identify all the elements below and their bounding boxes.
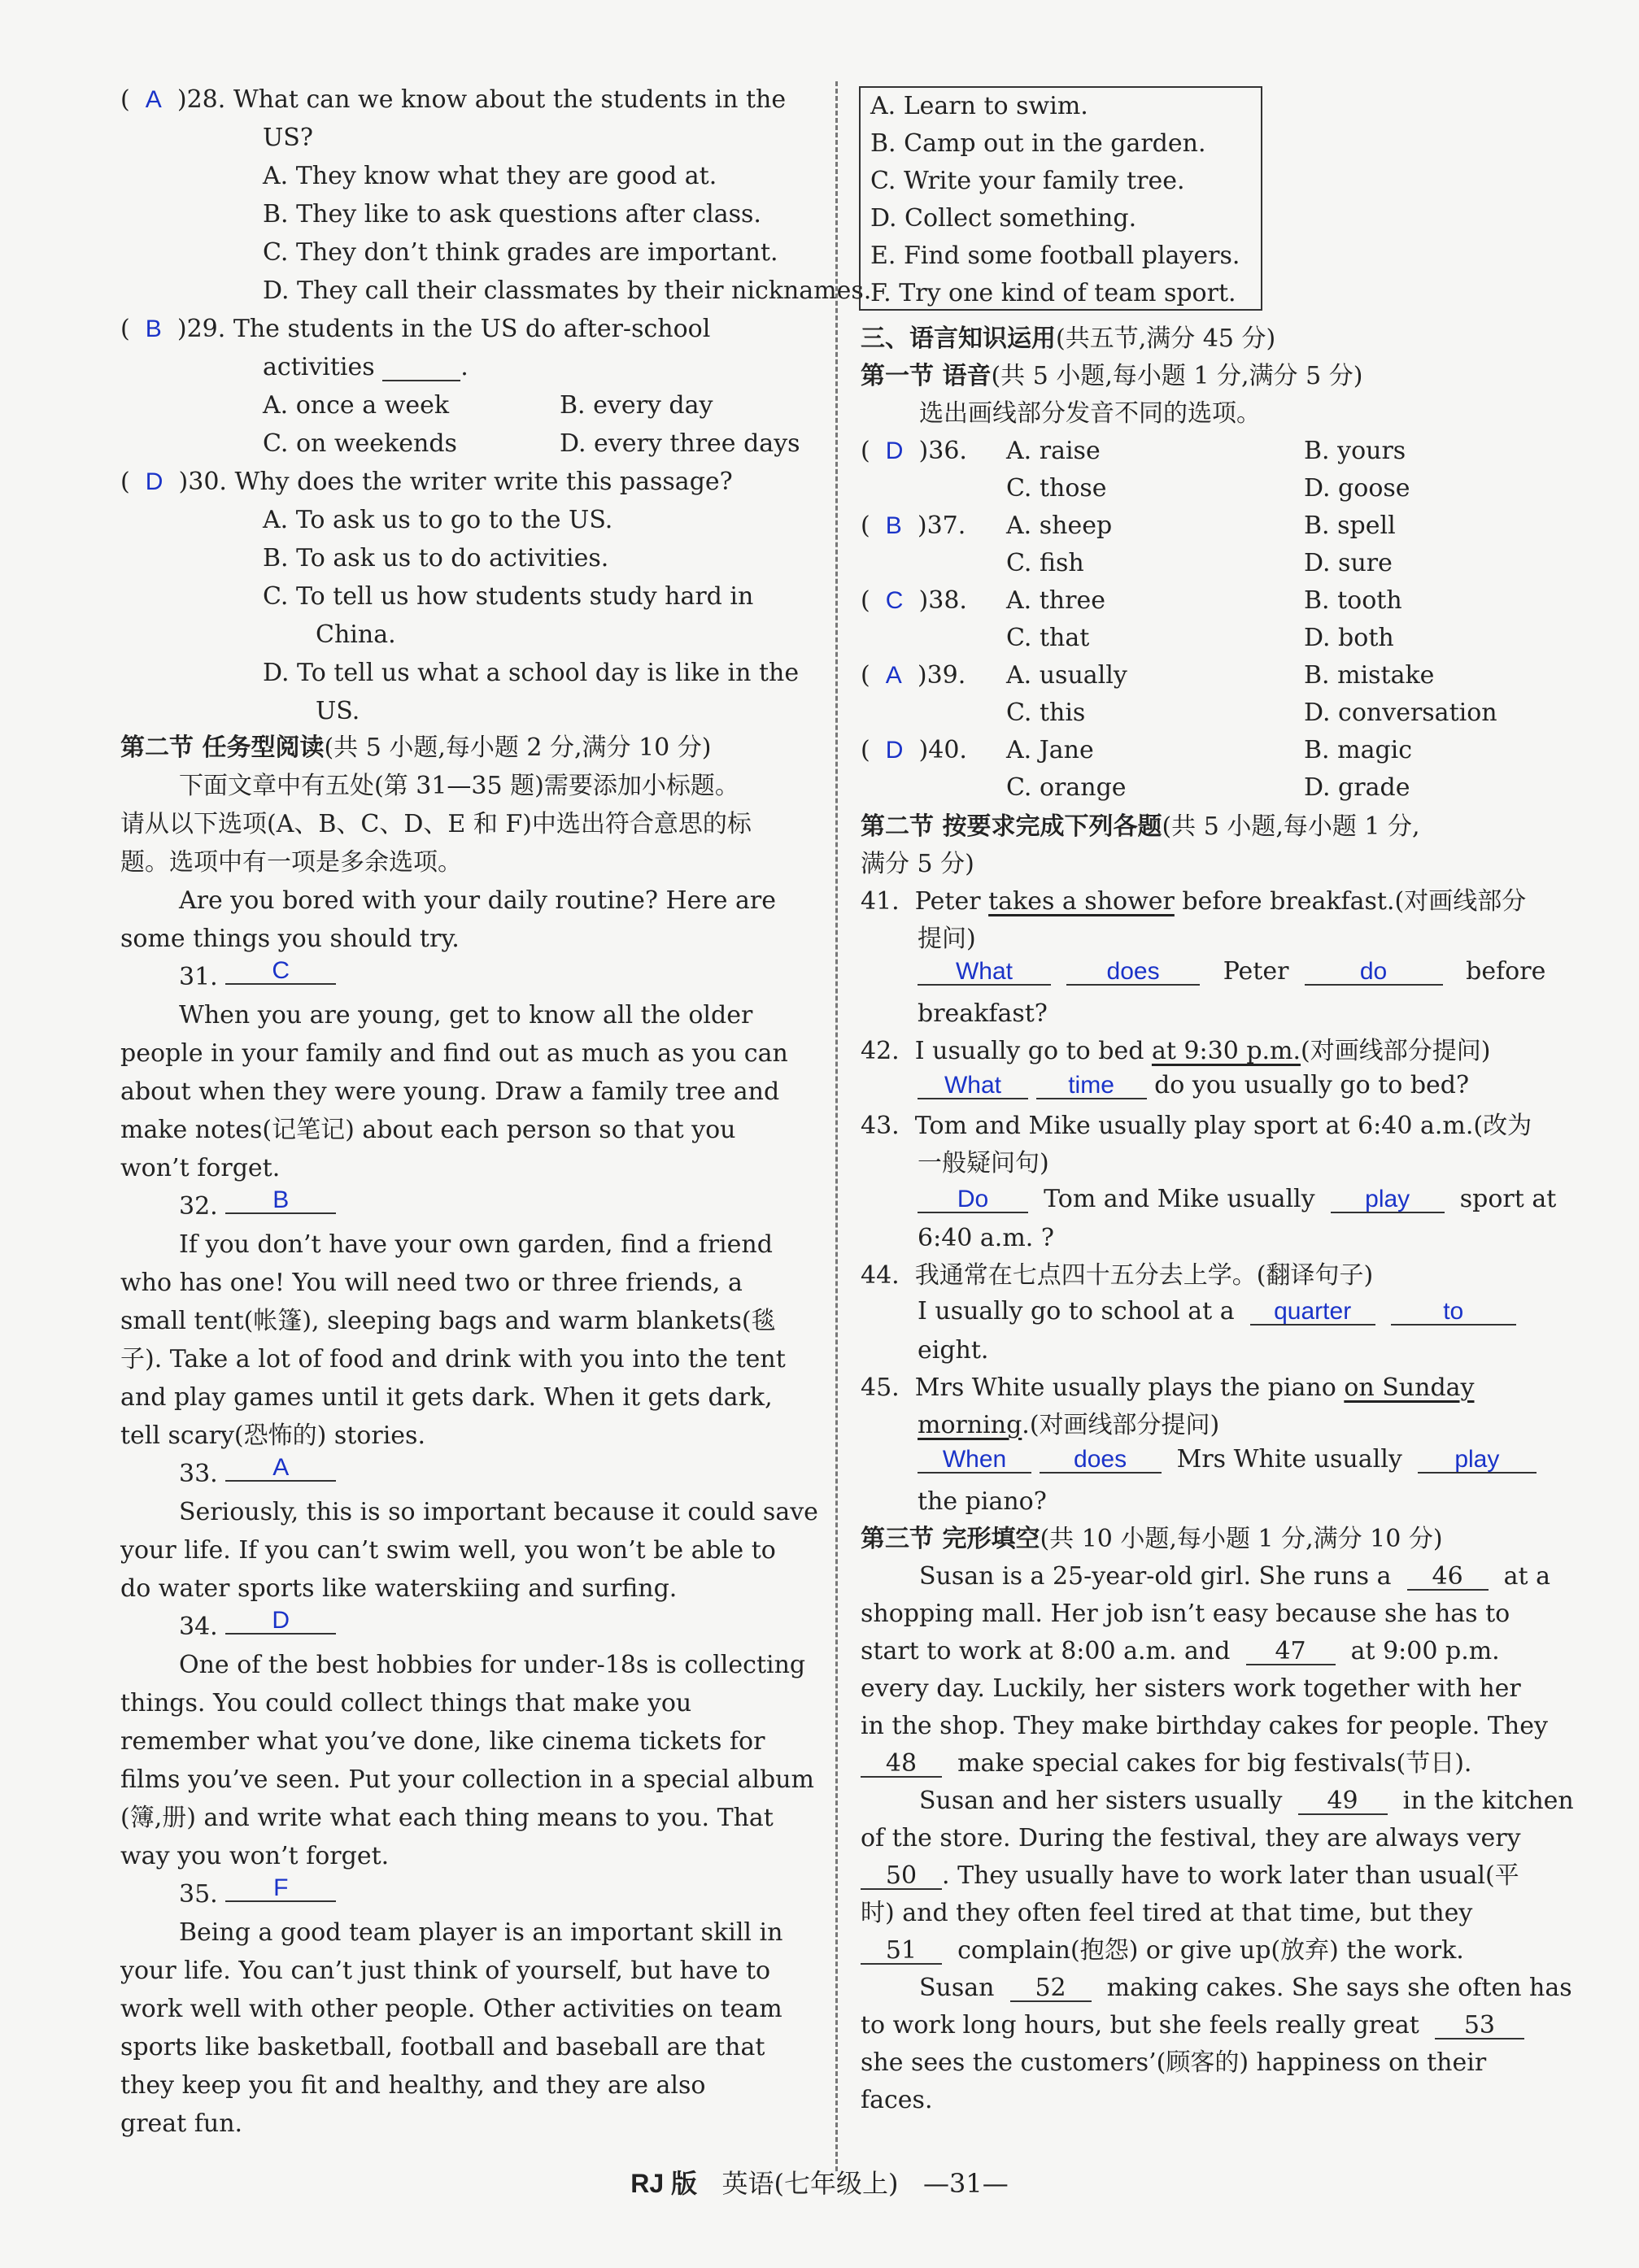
part3-note: (共五节,满分 45 分) bbox=[1056, 324, 1276, 353]
q33-paragraph: Seriously, this is so important because it could save bbox=[179, 1498, 818, 1526]
q36-number: )36. bbox=[918, 437, 967, 465]
q42-answer-2: time bbox=[1036, 1073, 1147, 1099]
q37-option-c: C. fish bbox=[1006, 549, 1084, 577]
q41-answer-1: What bbox=[918, 960, 1051, 986]
q28-line1: ( A )28. What can we know about the students in the bbox=[120, 85, 787, 114]
section1-heading bbox=[861, 364, 1362, 389]
q39-option-a: A. usually bbox=[1006, 661, 1127, 690]
section2-title: 第二节 任务型阅读 bbox=[120, 734, 325, 762]
q29-answer: B bbox=[145, 316, 162, 342]
q32-paragraph-3: small tent(帐篷), sleeping bags and warm blankets(毯 bbox=[120, 1307, 776, 1335]
q32-number: 32. bbox=[179, 1192, 218, 1221]
q38-answer: C bbox=[885, 587, 904, 614]
q31-answer: C bbox=[225, 959, 336, 985]
q34-number: 34. bbox=[179, 1613, 218, 1641]
q28-option-c: C. They don’t think grades are important. bbox=[263, 238, 778, 267]
column-divider bbox=[835, 81, 838, 2171]
q41-answer-2: does bbox=[1066, 960, 1200, 986]
cloze-line5: in the shop. They make birthday cakes for people. They bbox=[861, 1712, 1548, 1740]
q35-paragraph: Being a good team player is an important skill in bbox=[179, 1918, 783, 1947]
q30-answer: D bbox=[145, 468, 163, 495]
page-footer bbox=[0, 2163, 1639, 2201]
q28-option-a: A. They know what they are good at. bbox=[263, 162, 717, 190]
q31-paragraph-3: about when they were young. Draw a family tree and bbox=[120, 1077, 780, 1106]
q29-line2: activities . bbox=[263, 353, 469, 381]
q32-paragraph-4: 子). Take a lot of food and drink with you into the tent bbox=[120, 1345, 786, 1373]
q45-underlined-2: morning bbox=[918, 1411, 1022, 1439]
q41-text-2: before breakfast.(对画线部分 bbox=[1174, 887, 1527, 916]
q44-answer-line bbox=[918, 1299, 1516, 1326]
q32-answer: B bbox=[225, 1188, 336, 1214]
q31-paragraph-5: won’t forget. bbox=[120, 1154, 281, 1182]
q36-row: ( D )36. bbox=[861, 437, 967, 465]
cloze-line8: of the store. During the festival, they are always very bbox=[861, 1824, 1521, 1852]
q41-subject: Peter bbox=[1223, 957, 1289, 986]
cloze-line12 bbox=[919, 1976, 1572, 2002]
q30-line1: ( D )30. Why does the writer write this passage? bbox=[120, 468, 733, 496]
q38-option-a: A. three bbox=[1006, 586, 1105, 615]
q37-option-d: D. sure bbox=[1304, 549, 1393, 577]
q31-paragraph-2: people in your family and find out as much as you can bbox=[120, 1039, 788, 1068]
q40-option-d: D. grade bbox=[1304, 773, 1410, 802]
passage-intro: Are you bored with your daily routine? Here are bbox=[179, 886, 777, 915]
q38-option-d: D. both bbox=[1304, 624, 1394, 652]
cloze-text: Susan bbox=[919, 1974, 995, 2002]
cloze-line2: shopping mall. Her job isn’t easy because she has to bbox=[861, 1600, 1510, 1628]
q36-option-c: C. those bbox=[1006, 474, 1107, 503]
option-b: B. Camp out in the garden. bbox=[870, 129, 1206, 158]
q41-underlined: takes a shower bbox=[988, 887, 1175, 916]
q43-line1 bbox=[861, 1114, 1532, 1138]
q40-number: )40. bbox=[918, 736, 967, 764]
q35-paragraph-3: work well with other people. Other activities on team bbox=[120, 1995, 782, 2023]
q34-answer: D bbox=[225, 1608, 336, 1635]
cloze-blank-53: 53 bbox=[1435, 2013, 1524, 2039]
q40-option-b: B. magic bbox=[1304, 736, 1413, 764]
q35-number: 35. bbox=[179, 1880, 218, 1909]
section2b-heading bbox=[861, 812, 1420, 841]
cloze-text: start to work at 8:00 a.m. and bbox=[861, 1637, 1231, 1665]
q45-answer-2: does bbox=[1040, 1447, 1162, 1474]
q40-option-a: A. Jane bbox=[1006, 736, 1094, 764]
cloze-line10: 时) and they often feel tired at that time, but they bbox=[861, 1899, 1473, 1927]
q43-number: 43. bbox=[861, 1112, 900, 1140]
part3-heading bbox=[861, 324, 1276, 353]
q40-option-c: C. orange bbox=[1006, 773, 1127, 802]
q41-answer-line bbox=[918, 957, 1546, 986]
option-c: C. Write your family tree. bbox=[870, 167, 1185, 195]
q33-paragraph-2: your life. If you can’t swim well, you won’t be able to bbox=[120, 1536, 776, 1565]
part3-title: 三、语言知识运用 bbox=[861, 324, 1056, 353]
q33-heading bbox=[179, 1454, 336, 1488]
q37-answer: B bbox=[885, 512, 902, 539]
footer-edition: RJ 版 bbox=[630, 2169, 698, 2198]
cloze-text: make special cakes for big festivals(节日). bbox=[957, 1749, 1472, 1778]
section2-instructions-2: 请从以下选项(A、B、C、D、E 和 F)中选出符合意思的标 bbox=[120, 810, 752, 838]
cloze-line13 bbox=[861, 2013, 1524, 2039]
q45-number: 45. bbox=[861, 1373, 900, 1402]
page-number: —31— bbox=[923, 2168, 1009, 2199]
q38-number: )38. bbox=[918, 586, 967, 615]
q32-paragraph-5: and play games until it gets dark. When it gets dark, bbox=[120, 1383, 773, 1412]
q44-answer-1: quarter bbox=[1250, 1299, 1375, 1326]
cloze-line15: faces. bbox=[861, 2086, 933, 2114]
section2b-note-2: 满分 5 分) bbox=[861, 850, 974, 878]
q43-answer-1: Do bbox=[918, 1187, 1028, 1213]
q38-option-b: B. tooth bbox=[1304, 586, 1402, 615]
q30-option-c: C. To tell us how students study hard in bbox=[263, 582, 754, 611]
q29-option-c: C. on weekends bbox=[263, 429, 457, 458]
q36-option-a: A. raise bbox=[1006, 437, 1101, 465]
q29-blank bbox=[382, 355, 460, 381]
q33-paragraph-3: do water sports like waterskiing and surfing. bbox=[120, 1574, 678, 1603]
q28-option-b: B. They like to ask questions after class. bbox=[263, 200, 761, 229]
q41-text: Peter bbox=[914, 887, 989, 916]
q30-number: )30. bbox=[178, 468, 227, 496]
q36-option-b: B. yours bbox=[1304, 437, 1406, 465]
q35-paragraph-6: great fun. bbox=[120, 2109, 243, 2138]
cloze-line7 bbox=[919, 1789, 1574, 1815]
q35-answer: F bbox=[225, 1876, 336, 1902]
q37-number: )37. bbox=[917, 511, 966, 540]
q39-row: ( A )39. bbox=[861, 661, 966, 690]
q44-text: 我通常在七点四十五分去上学。(翻译句子) bbox=[914, 1261, 1374, 1290]
q45-underlined: on Sunday bbox=[1344, 1373, 1475, 1402]
section3-heading bbox=[861, 1527, 1443, 1552]
section2b-note: (共 5 小题,每小题 1 分, bbox=[1162, 812, 1420, 841]
q39-option-c: C. this bbox=[1006, 699, 1086, 727]
q45-line4: the piano? bbox=[918, 1487, 1047, 1516]
footer-subject: 英语(七年级上) bbox=[721, 2168, 899, 2199]
q31-number: 31. bbox=[179, 963, 218, 991]
q43-line2: 一般疑问句) bbox=[918, 1149, 1049, 1178]
q43-answer-2: play bbox=[1331, 1187, 1445, 1213]
option-a: A. Learn to swim. bbox=[870, 92, 1088, 120]
q29-option-d: D. every three days bbox=[560, 429, 800, 458]
q34-heading bbox=[179, 1607, 336, 1641]
section1-note: (共 5 小题,每小题 1 分,满分 5 分) bbox=[991, 362, 1363, 390]
cloze-blank-51: 51 bbox=[861, 1939, 942, 1965]
cloze-text: to work long hours, but she feels really great bbox=[861, 2011, 1419, 2039]
q41-end: before bbox=[1466, 957, 1546, 986]
q42-text-2: (对画线部分提问) bbox=[1301, 1037, 1491, 1065]
q32-paragraph: If you don’t have your own garden, find a friend bbox=[179, 1230, 773, 1259]
section3-title: 第三节 完形填空 bbox=[861, 1525, 1040, 1553]
q35-paragraph-2: your life. You can’t just think of yourself, but have to bbox=[120, 1957, 771, 1985]
q42-text: I usually go to bed bbox=[914, 1037, 1152, 1065]
q42-answer-line bbox=[918, 1073, 1469, 1099]
cloze-text: complain(抱怨) or give up(放弃) the work. bbox=[957, 1936, 1464, 1965]
cloze-blank-47: 47 bbox=[1246, 1639, 1336, 1665]
q31-paragraph-4: make notes(记笔记) about each person so that you bbox=[120, 1116, 736, 1144]
q36-answer: D bbox=[885, 437, 904, 464]
q33-answer: A bbox=[225, 1456, 336, 1482]
q40-row: ( D )40. bbox=[861, 736, 967, 764]
q29-stem: The students in the US do after-school bbox=[233, 315, 711, 343]
q29-option-b: B. every day bbox=[560, 391, 713, 420]
q45-line1 bbox=[861, 1373, 1475, 1402]
cloze-blank-52: 52 bbox=[1010, 1976, 1092, 2002]
cloze-text: in the kitchen bbox=[1402, 1787, 1574, 1815]
q37-option-a: A. sheep bbox=[1006, 511, 1113, 540]
q45-answer-line bbox=[918, 1447, 1537, 1474]
q43-text: Tom and Mike usually play sport at 6:40 a.m.(改为 bbox=[914, 1112, 1532, 1140]
q31-paragraph: When you are young, get to know all the older bbox=[179, 1001, 753, 1030]
q41-answer-3: do bbox=[1305, 960, 1443, 986]
cloze-line11 bbox=[861, 1936, 1464, 1965]
q30-option-d-cont: US. bbox=[316, 697, 360, 725]
cloze-line4: every day. Luckily, her sisters work together with her bbox=[861, 1674, 1521, 1703]
q34-paragraph-3: remember what you’ve done, like cinema tickets for bbox=[120, 1727, 765, 1756]
cloze-line6 bbox=[861, 1749, 1472, 1778]
cloze-blank-46: 46 bbox=[1407, 1565, 1489, 1591]
q35-paragraph-4: sports like basketball, football and baseball are that bbox=[120, 2033, 765, 2061]
q42-answer-1: What bbox=[918, 1073, 1028, 1099]
cloze-text: at 9:00 p.m. bbox=[1350, 1637, 1500, 1665]
q28-option-d: D. They call their classmates by their nicknames. bbox=[263, 276, 872, 305]
q30-option-c-cont: China. bbox=[316, 620, 396, 649]
section2b-title: 第二节 按要求完成下列各题 bbox=[861, 812, 1162, 841]
q45-text-2: .(对画线部分提问) bbox=[1022, 1411, 1220, 1439]
q32-paragraph-2: who has one! You will need two or three friends, a bbox=[120, 1269, 743, 1297]
q44-number: 44. bbox=[861, 1261, 900, 1290]
q44-line1 bbox=[861, 1261, 1374, 1290]
q35-heading bbox=[179, 1874, 336, 1909]
q34-paragraph-5: (簿,册) and write what each thing means to you. That bbox=[120, 1804, 774, 1832]
q37-option-b: B. spell bbox=[1304, 511, 1396, 540]
section1-instructions: 选出画线部分发音不同的选项。 bbox=[919, 399, 1261, 428]
section2-instructions: 下面文章中有五处(第 31—35 题)需要添加小标题。 bbox=[179, 772, 739, 800]
q45-answer-3: play bbox=[1418, 1447, 1537, 1474]
q38-row: ( C )38. bbox=[861, 586, 967, 615]
q39-number: )39. bbox=[917, 661, 966, 690]
q36-option-d: D. goose bbox=[1304, 474, 1410, 503]
q29-option-a: A. once a week bbox=[263, 391, 449, 420]
q45-text: Mrs White usually plays the piano bbox=[914, 1373, 1345, 1402]
q31-heading bbox=[179, 957, 336, 991]
q42-line1 bbox=[861, 1039, 1490, 1064]
q32-paragraph-6: tell scary(恐怖的) stories. bbox=[120, 1421, 425, 1450]
q45-answer-1: When bbox=[918, 1447, 1031, 1474]
q30-stem: Why does the writer write this passage? bbox=[234, 468, 733, 496]
cloze-text: at a bbox=[1503, 1562, 1551, 1591]
cloze-text: . They usually have to work later than usual(平 bbox=[942, 1861, 1519, 1890]
cloze-blank-49: 49 bbox=[1298, 1789, 1388, 1815]
section1-title: 第一节 语音 bbox=[861, 362, 992, 390]
q44-sentence: I usually go to school at a bbox=[918, 1297, 1235, 1326]
q42-number: 42. bbox=[861, 1037, 900, 1065]
q45-subject: Mrs White usually bbox=[1176, 1445, 1402, 1474]
q38-option-c: C. that bbox=[1006, 624, 1090, 652]
q28-stem-cont: US? bbox=[263, 124, 313, 152]
q44-answer-2: to bbox=[1391, 1299, 1516, 1326]
q43-subject: Tom and Mike usually bbox=[1044, 1185, 1315, 1213]
q41-number: 41. bbox=[861, 887, 900, 916]
q29-number: )29. bbox=[177, 315, 226, 343]
q40-answer: D bbox=[885, 737, 904, 764]
q42-underlined: at 9:30 p.m. bbox=[1151, 1037, 1301, 1065]
cloze-line1 bbox=[919, 1562, 1551, 1591]
cloze-blank-48: 48 bbox=[861, 1752, 942, 1778]
q37-row: ( B )37. bbox=[861, 511, 966, 540]
q35-paragraph-5: they keep you fit and healthy, and they are also bbox=[120, 2071, 706, 2100]
q34-paragraph-4: films you’ve seen. Put your collection in a special album bbox=[120, 1765, 814, 1794]
q33-number: 33. bbox=[179, 1460, 218, 1488]
q29-stem-cont: activities bbox=[263, 353, 375, 381]
cloze-blank-50: 50 bbox=[861, 1864, 942, 1890]
section2-heading bbox=[120, 736, 712, 760]
cloze-text: Susan is a 25-year-old girl. She runs a bbox=[919, 1562, 1392, 1591]
cloze-line3 bbox=[861, 1639, 1500, 1665]
cloze-text: making cakes. She says she often has bbox=[1106, 1974, 1572, 2002]
q41-line4: breakfast? bbox=[918, 999, 1048, 1028]
option-e: E. Find some football players. bbox=[870, 242, 1240, 270]
q29-line1: ( B )29. The students in the US do after-school bbox=[120, 315, 711, 343]
q43-end: sport at bbox=[1459, 1185, 1557, 1213]
passage-intro-2: some things you should try. bbox=[120, 925, 460, 953]
q34-paragraph-6: way you won’t forget. bbox=[120, 1842, 390, 1870]
section2-instructions-3: 题。选项中有一项是多余选项。 bbox=[120, 848, 462, 877]
cloze-line9 bbox=[861, 1861, 1519, 1890]
q32-heading bbox=[179, 1186, 336, 1221]
q43-answer-line bbox=[918, 1187, 1556, 1213]
q34-paragraph: One of the best hobbies for under-18s is collecting bbox=[179, 1651, 806, 1679]
q42-end: do you usually go to bed? bbox=[1154, 1071, 1470, 1099]
q30-option-d: D. To tell us what a school day is like in the bbox=[263, 659, 800, 687]
section3-note: (共 10 小题,每小题 1 分,满分 10 分) bbox=[1040, 1525, 1443, 1553]
q30-option-b: B. To ask us to do activities. bbox=[263, 544, 609, 572]
cloze-text: Susan and her sisters usually bbox=[919, 1787, 1283, 1815]
q30-option-a: A. To ask us to go to the US. bbox=[263, 506, 613, 534]
q41-line1 bbox=[861, 887, 1527, 916]
q34-paragraph-2: things. You could collect things that make you bbox=[120, 1689, 692, 1717]
q44-line3: eight. bbox=[918, 1336, 989, 1365]
q45-line2 bbox=[918, 1413, 1219, 1438]
q43-line4: 6:40 a.m. ? bbox=[918, 1224, 1054, 1252]
q28-stem: What can we know about the students in the bbox=[233, 85, 787, 114]
option-f: F. Try one kind of team sport. bbox=[870, 279, 1236, 307]
q39-answer: A bbox=[885, 662, 902, 689]
q39-option-b: B. mistake bbox=[1304, 661, 1435, 690]
q28-number: )28. bbox=[177, 85, 226, 114]
q41-line2: 提问) bbox=[918, 925, 976, 953]
section2-note: (共 5 小题,每小题 2 分,满分 10 分) bbox=[324, 734, 712, 762]
q28-answer: A bbox=[145, 86, 162, 113]
cloze-line14: she sees the customers’(顾客的) happiness on their bbox=[861, 2048, 1487, 2077]
q39-option-d: D. conversation bbox=[1304, 699, 1497, 727]
option-d: D. Collect something. bbox=[870, 204, 1137, 233]
